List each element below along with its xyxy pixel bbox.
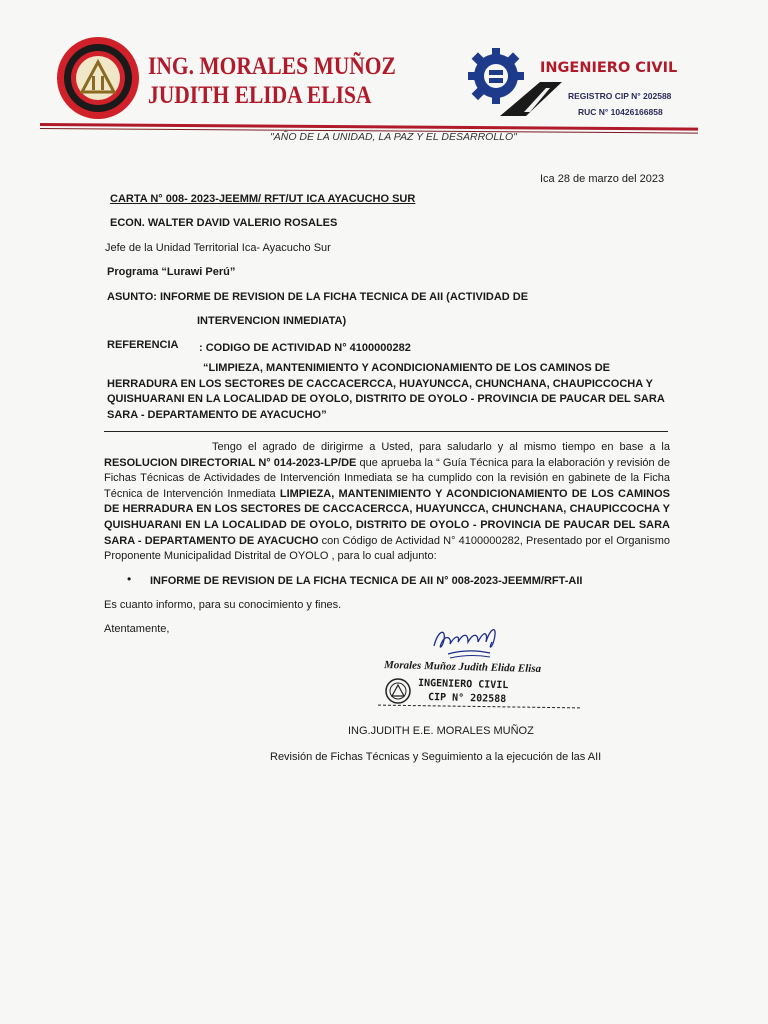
closing-line: Es cuanto informo, para su conocimiento y fines. bbox=[104, 599, 342, 611]
stamp-seal-icon bbox=[385, 678, 411, 704]
recipient-name: ECON. WALTER DAVID VALERIO ROSALES bbox=[110, 217, 338, 229]
signer-name: ING.JUDITH E.E. MORALES MUÑOZ bbox=[348, 725, 534, 737]
bullet-icon: • bbox=[127, 572, 132, 586]
stamp-title: INGENIERO CIVIL bbox=[417, 677, 509, 692]
circular-seal-logo bbox=[56, 36, 140, 120]
handwritten-signature bbox=[428, 620, 514, 662]
signature-line bbox=[378, 705, 580, 709]
reference-code: : CODIGO DE ACTIVIDAD N° 4100000282 bbox=[199, 342, 411, 354]
ruc-number: RUC N° 10426166858 bbox=[578, 107, 663, 117]
reference-label: REFERENCIA bbox=[107, 339, 179, 351]
reference-description: “LIMPIEZA, MANTENIMIENTO Y ACONDICIONAMIENTO DE LOS CAMINOS DE HERRADURA EN LOS SECTORES DE CACCACERCCA, HUAYUNCCA, CHUNCHANA, CHAUPICCOCHA Y QUISHUARANI EN LA LOCALIDAD DE OYOLO, DISTRITO DE OYOLO - PROVINCIA DE PAUCAR DEL SARA SARA - DEPARTAMENTO DE AYACUCHO” bbox=[107, 362, 665, 421]
letter-date: Ica 28 de marzo del 2023 bbox=[540, 173, 665, 185]
recipient-position: Jefe de la Unidad Territorial Ica- Ayacucho Sur bbox=[105, 242, 331, 254]
program-name: Programa “Lurawi Perú” bbox=[107, 266, 236, 278]
engineer-name-heading: ING. MORALES MUÑOZ JUDITH ELIDA ELISA bbox=[148, 53, 396, 109]
reference-divider bbox=[104, 431, 668, 432]
body-paragraph: Tengo el agrado de dirigirme a Usted, para saludarlo y al mismo tiempo en base a la RESOLUCION DIRECTORIAL N° 014-2023-LP/DE que aprueba la “ Guía Técnica para la elaboración y revisión de Fichas Técnicas de Actividades de Intervención Inmediata se ha cumplido con la revisión en gabinete de la Ficha Técnica de Intervención Inmediata LIMPIEZA, MANTENIMIENTO Y ACONDICIONAMIENTO DE LOS CAMINOS DE HERRADURA EN LOS SECTORES DE CACCACERCCA, HUAYUNCCA, CHUNCHANA, CHAUPICCOCHA Y QUISHUARANI EN LA LOCALIDAD DE OYOLO, DISTRITO DE OYOLO - PROVINCIA DE PAUCAR DEL SARA SARA - DEPARTAMENTO DE AYACUCHO con Código de Actividad N° 4100000282, Presentado por el Organismo Proponente Municipalidad Distrital de OYOLO , para lo cual adjunto: bbox=[104, 441, 671, 563]
attachment-item: INFORME DE REVISION DE LA FICHA TECNICA DE AII N° 008-2023-JEEMM/RFT-AII bbox=[150, 575, 583, 587]
salutation: Atentamente, bbox=[104, 623, 170, 635]
cip-registration: REGISTRO CIP N° 202588 bbox=[568, 91, 672, 101]
year-motto: "AÑO DE LA UNIDAD, LA PAZ Y EL DESARROLLO" bbox=[270, 131, 517, 143]
stamp-name: Morales Muñoz Judith Elida Elisa bbox=[383, 658, 542, 676]
gear-road-logo bbox=[466, 42, 564, 120]
signer-role: Revisión de Fichas Técnicas y Seguimiento a la ejecución de las AII bbox=[270, 751, 602, 763]
engineer-title: INGENIERO CIVIL bbox=[540, 60, 678, 76]
subject-line-2: INTERVENCION INMEDIATA) bbox=[197, 315, 347, 327]
letter-number: CARTA N° 008- 2023-JEEMM/ RFT/UT ICA AYACUCHO SUR bbox=[110, 193, 416, 205]
subject-line-1: ASUNTO: INFORME DE REVISION DE LA FICHA TECNICA DE AII (ACTIVIDAD DE bbox=[107, 291, 529, 303]
stamp-cip: CIP N° 202588 bbox=[427, 691, 507, 706]
